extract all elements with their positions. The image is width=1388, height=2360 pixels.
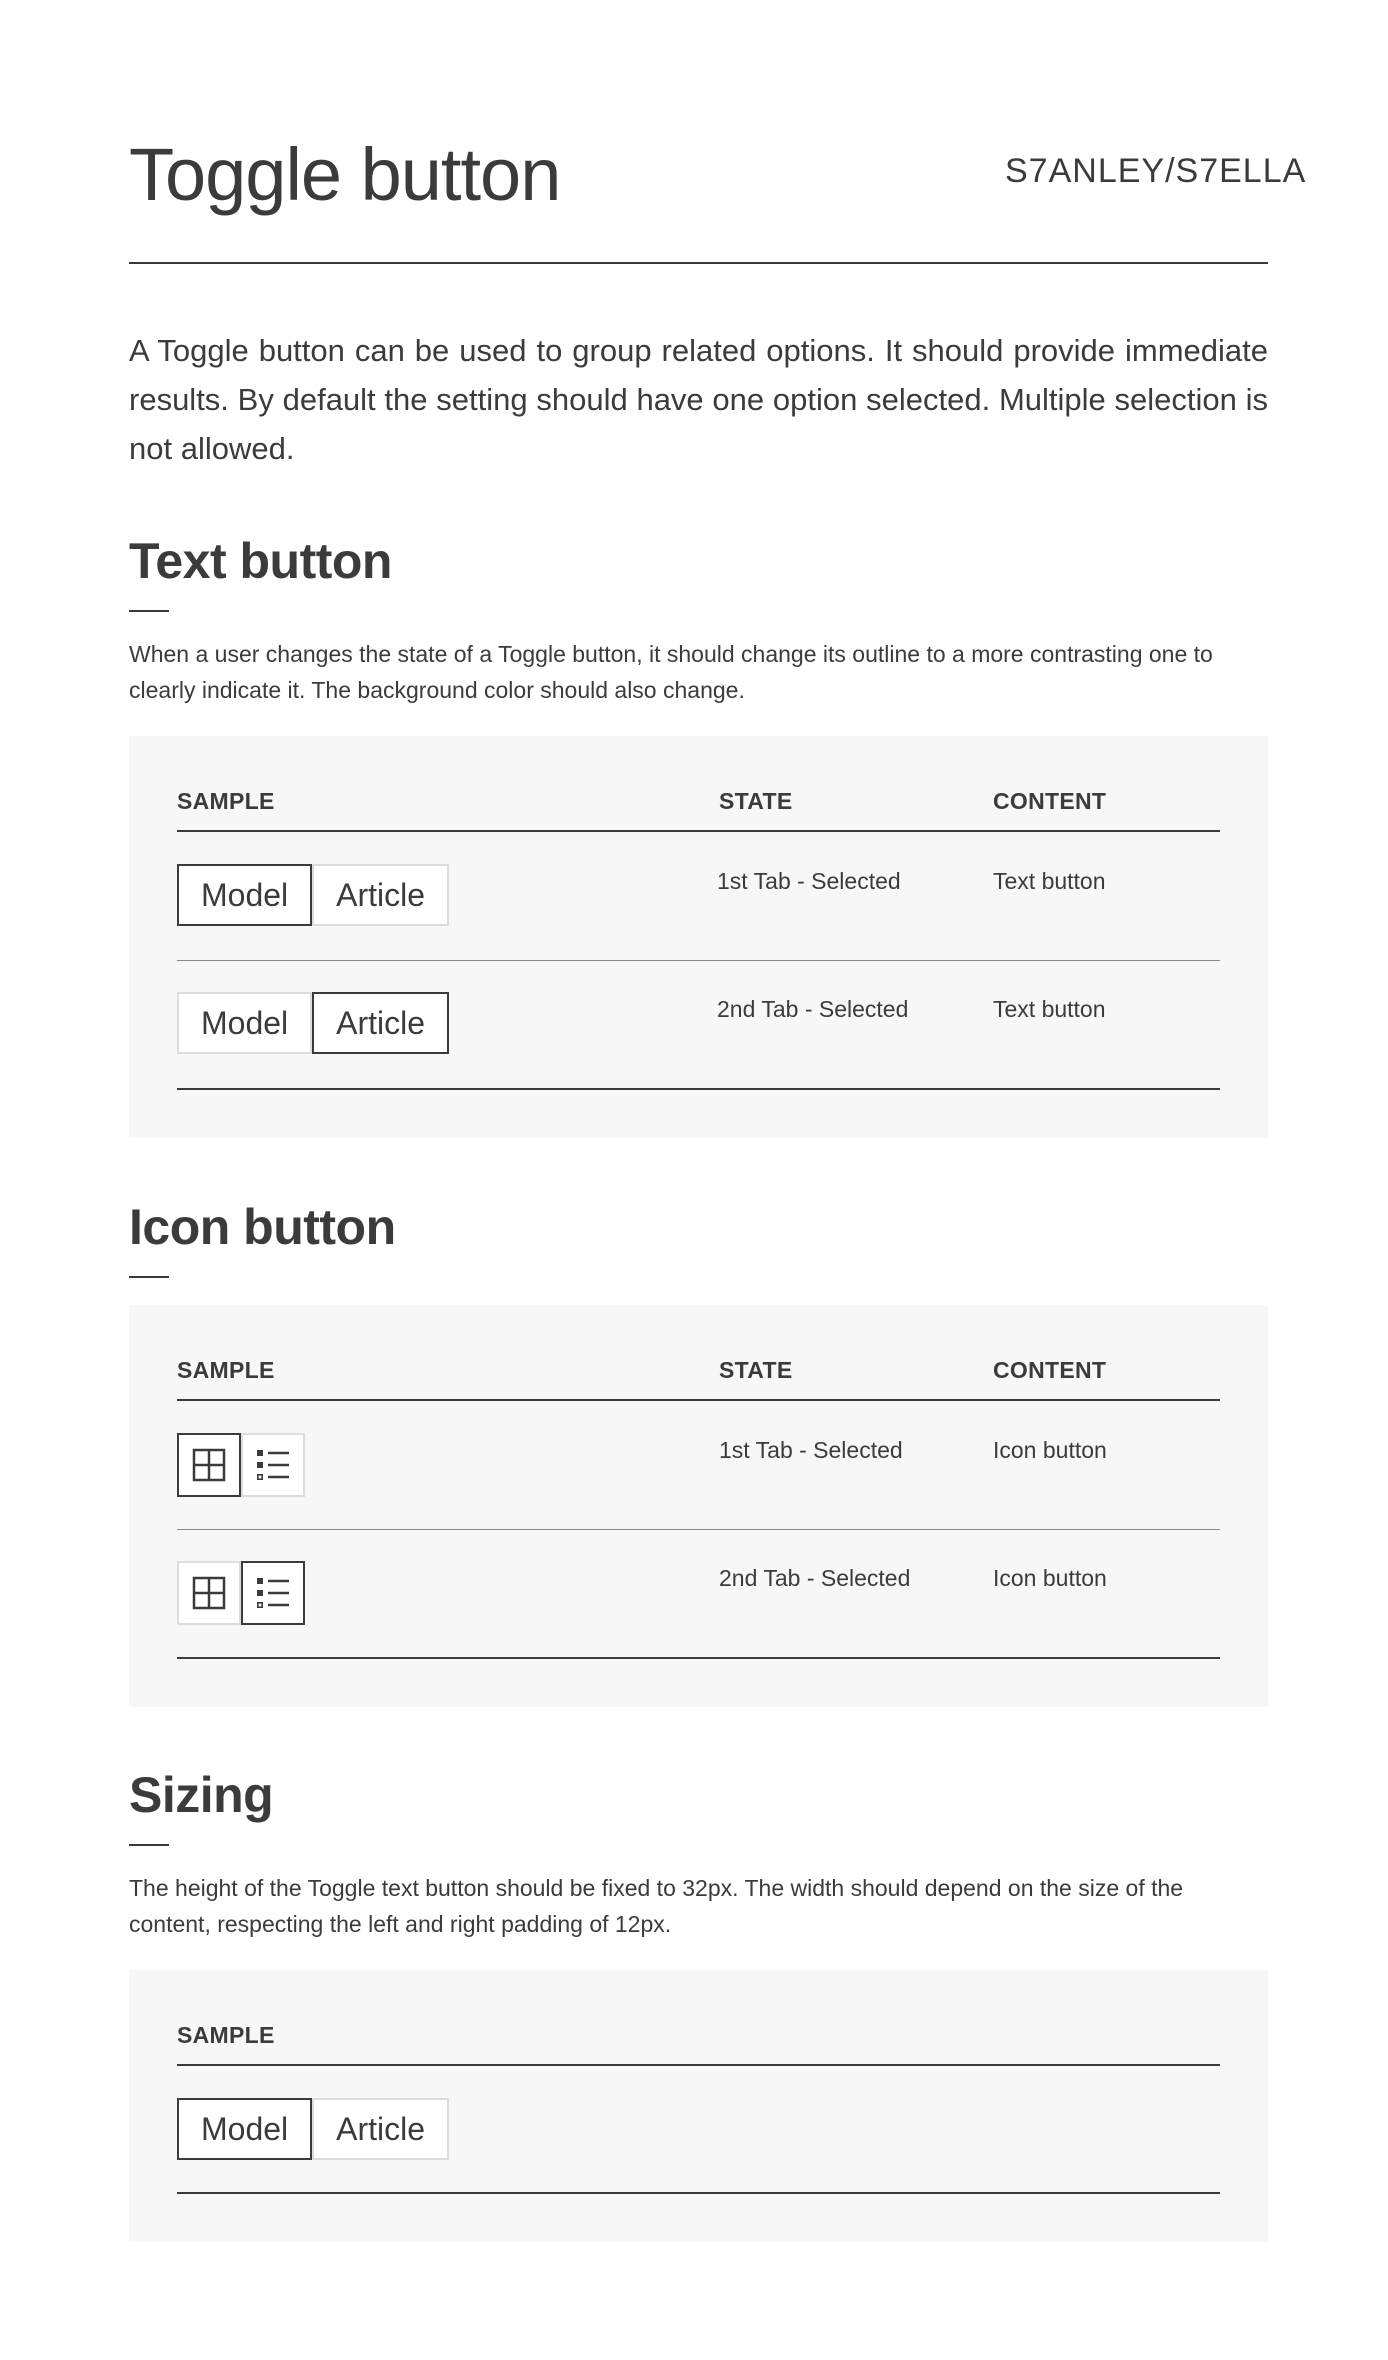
section-title-text-button: Text button bbox=[129, 533, 392, 589]
column-header-content: CONTENT bbox=[993, 1357, 1107, 1383]
list-icon bbox=[255, 1447, 291, 1483]
icon-toggle-group-row-1 bbox=[177, 1433, 305, 1497]
table-header-divider bbox=[177, 1399, 1220, 1401]
column-header-content: CONTENT bbox=[993, 788, 1107, 814]
content-cell: Text button bbox=[993, 868, 1106, 894]
list-view-button[interactable] bbox=[241, 1433, 305, 1497]
text-button-table bbox=[129, 736, 1268, 1138]
column-header-sample: SAMPLE bbox=[177, 2022, 275, 2048]
sizing-table bbox=[129, 1970, 1268, 2242]
grid-icon bbox=[191, 1447, 227, 1483]
page-title: Toggle button bbox=[129, 133, 561, 216]
grid-icon bbox=[191, 1575, 227, 1611]
table-bottom-divider bbox=[177, 1657, 1220, 1659]
section-divider bbox=[129, 1844, 169, 1846]
state-cell: 2nd Tab - Selected bbox=[717, 996, 909, 1022]
header-divider bbox=[129, 262, 1268, 264]
state-cell: 1st Tab - Selected bbox=[717, 868, 901, 894]
column-header-state: STATE bbox=[719, 788, 793, 814]
sizing-description: The height of the Toggle text button should be fixed to 32px. The width should depend on the size of the content, respecting the left and right padding of 12px. bbox=[129, 1875, 1184, 1937]
table-header-divider bbox=[177, 2064, 1220, 2066]
table-bottom-divider bbox=[177, 2192, 1220, 2194]
icon-button-table bbox=[129, 1305, 1268, 1707]
toggle-option-article[interactable]: Article bbox=[312, 2098, 449, 2160]
section-divider bbox=[129, 1276, 169, 1278]
content-cell: Icon button bbox=[993, 1437, 1107, 1463]
toggle-option-model[interactable]: Model bbox=[177, 992, 312, 1054]
table-row-divider bbox=[177, 1529, 1220, 1530]
state-cell: 2nd Tab - Selected bbox=[719, 1565, 911, 1591]
section-title-icon-button: Icon button bbox=[129, 1199, 396, 1255]
toggle-option-article[interactable]: Article bbox=[312, 864, 449, 926]
toggle-option-model[interactable]: Model bbox=[177, 864, 312, 926]
toggle-option-article[interactable]: Article bbox=[312, 992, 449, 1054]
column-header-sample: SAMPLE bbox=[177, 788, 275, 814]
column-header-state: STATE bbox=[719, 1357, 793, 1383]
sizing-toggle-group bbox=[177, 2098, 449, 2160]
grid-view-button[interactable] bbox=[177, 1433, 241, 1497]
table-row-divider bbox=[177, 960, 1220, 961]
content-cell: Text button bbox=[993, 996, 1106, 1022]
list-icon bbox=[255, 1575, 291, 1611]
state-cell: 1st Tab - Selected bbox=[719, 1437, 903, 1463]
list-view-button[interactable] bbox=[241, 1561, 305, 1625]
brand-logo: S7ANLEY/S7ELLA bbox=[1005, 152, 1307, 190]
table-bottom-divider bbox=[177, 1088, 1220, 1090]
toggle-group-row-2 bbox=[177, 992, 449, 1054]
toggle-option-model[interactable]: Model bbox=[177, 2098, 312, 2160]
text-button-description: When a user changes the state of a Toggle button, it should change its outline to a more contrasting one to clearly indicate it. The background color should also change. bbox=[129, 641, 1213, 703]
grid-view-button[interactable] bbox=[177, 1561, 241, 1625]
content-cell: Icon button bbox=[993, 1565, 1107, 1591]
intro-text: A Toggle button can be used to group related options. It should provide immediate results. By default the setting should have one option selected. Multiple selection is not allowed. bbox=[129, 333, 1268, 466]
section-divider bbox=[129, 610, 169, 612]
column-header-sample: SAMPLE bbox=[177, 1357, 275, 1383]
table-header-divider bbox=[177, 830, 1220, 832]
section-title-sizing: Sizing bbox=[129, 1767, 274, 1823]
toggle-group-row-1 bbox=[177, 864, 449, 926]
icon-toggle-group-row-2 bbox=[177, 1561, 305, 1625]
